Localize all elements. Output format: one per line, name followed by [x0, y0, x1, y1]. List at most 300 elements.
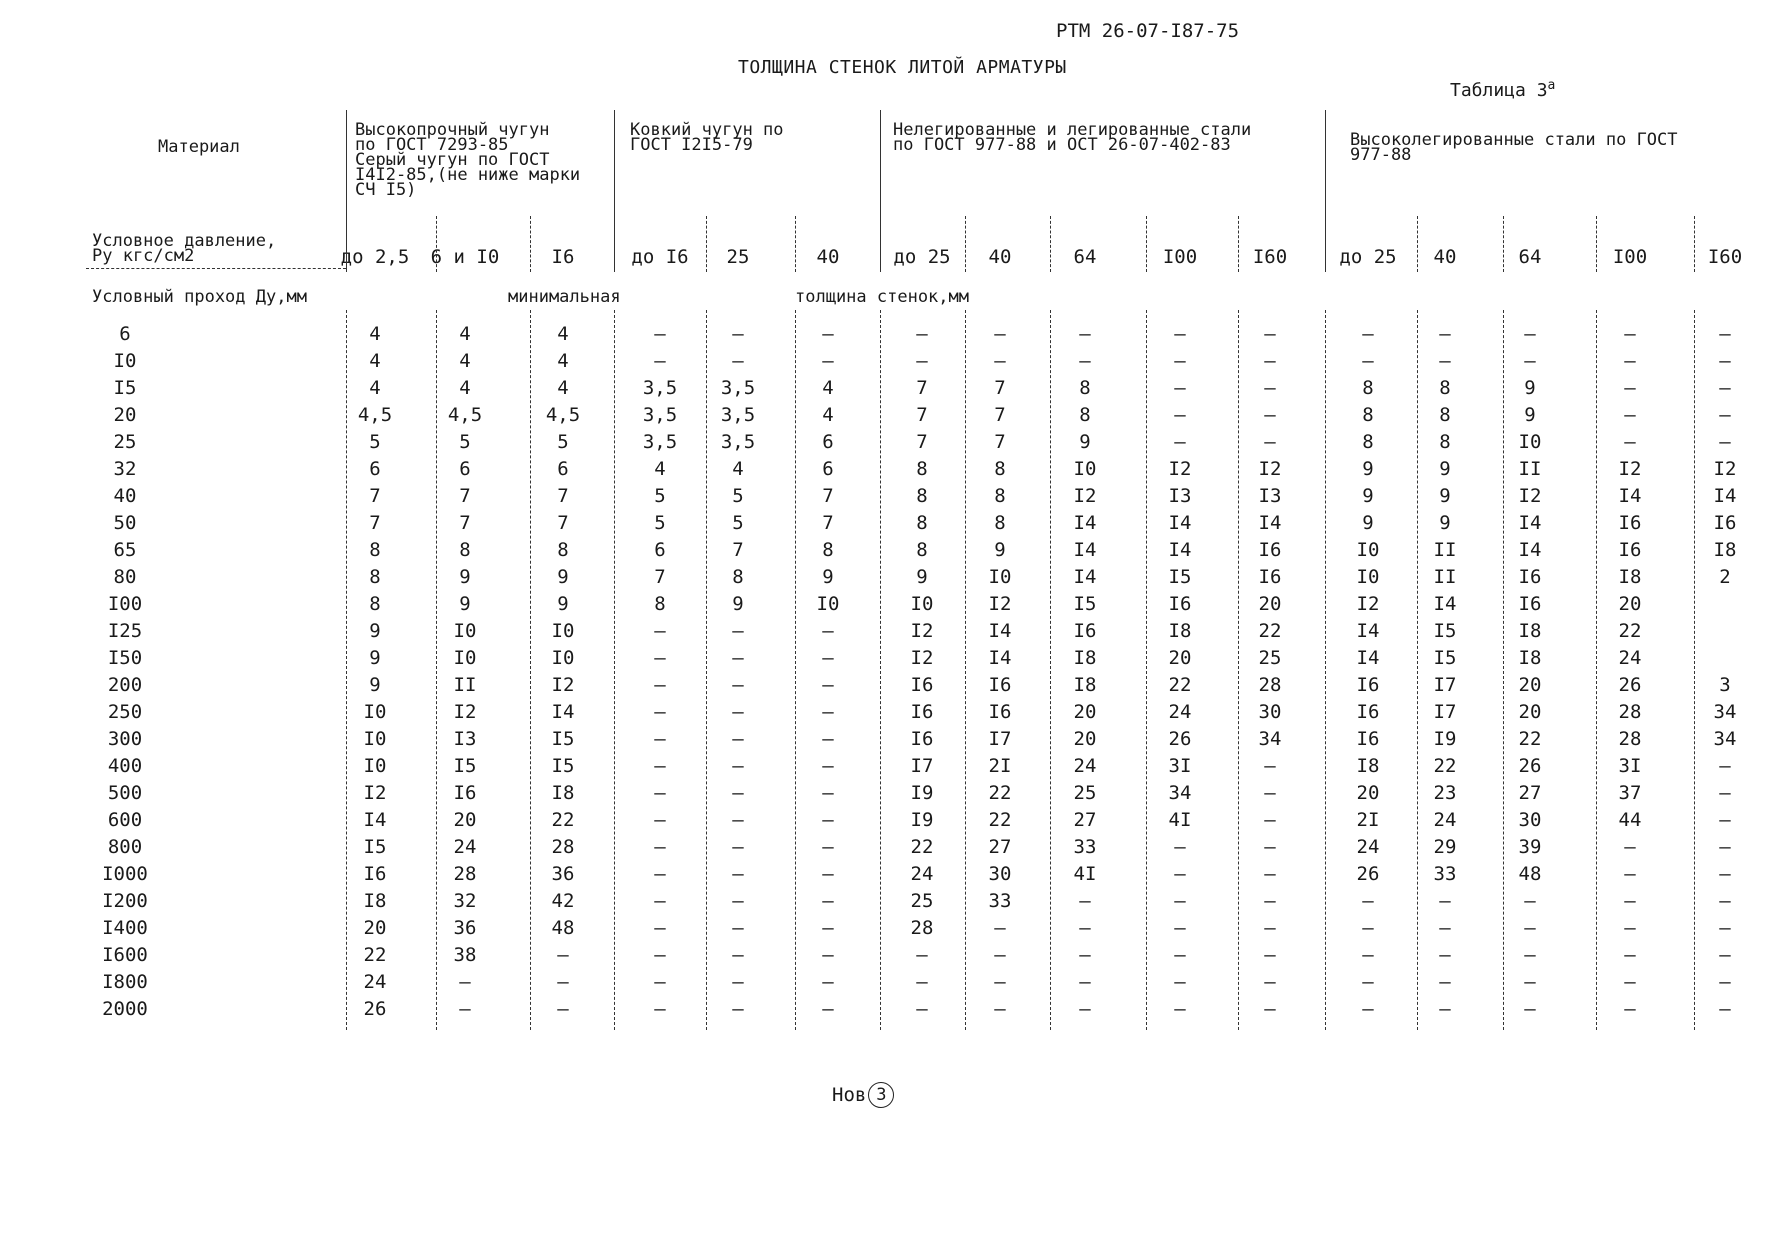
column-separator [706, 216, 707, 272]
table-cell: – [1362, 890, 1374, 912]
table-cell: I7 [988, 728, 1012, 750]
table-cell: 7 [994, 377, 1006, 399]
table-cell: – [654, 890, 666, 912]
table-cell: I7 [910, 755, 934, 777]
table-cell: 26 [1618, 674, 1642, 696]
pressure-header: 64 [1073, 246, 1097, 268]
table-cell: 22 [1168, 674, 1192, 696]
table-cell: – [1524, 998, 1536, 1020]
table-cell: 8 [369, 566, 381, 588]
table-cell: 26 [1168, 728, 1192, 750]
table-row-label: 40 [113, 485, 137, 507]
table-cell: 27 [1073, 809, 1097, 831]
table-cell: – [1079, 323, 1091, 345]
table-cell: 8 [732, 566, 744, 588]
table-cell: 7 [369, 512, 381, 534]
table-cell: – [1719, 782, 1731, 804]
table-cell: – [822, 809, 834, 831]
table-cell: – [994, 971, 1006, 993]
table-row-label: 32 [113, 458, 137, 480]
table-cell: 2 [1719, 566, 1731, 588]
table-cell: 34 [1713, 728, 1737, 750]
table-cell: – [1719, 377, 1731, 399]
table-cell: 5 [459, 431, 471, 453]
table-cell: – [732, 809, 744, 831]
table-cell: – [1264, 917, 1276, 939]
table-cell: I2 [1713, 458, 1737, 480]
table-cell: – [1439, 917, 1451, 939]
table-cell: 39 [1518, 836, 1542, 858]
table-cell: 4I [1073, 863, 1097, 885]
table-cell: 8 [1079, 404, 1091, 426]
table-cell: 5 [557, 431, 569, 453]
table-cell: – [654, 620, 666, 642]
table-cell: 8 [459, 539, 471, 561]
table-cell: 5 [732, 512, 744, 534]
table-cell: – [1439, 350, 1451, 372]
table-cell: – [1439, 944, 1451, 966]
table-cell: 9 [732, 593, 744, 615]
table-cell: 6 [654, 539, 666, 561]
table-cell: 28 [1618, 728, 1642, 750]
table-cell: – [1719, 944, 1731, 966]
table-cell: 9 [1079, 431, 1091, 453]
table-cell: – [1174, 944, 1186, 966]
table-cell: 5 [654, 512, 666, 534]
revision-mark [832, 1082, 894, 1108]
table-cell: I0 [551, 620, 575, 642]
table-cell: 9 [1524, 404, 1536, 426]
table-cell: 7 [994, 404, 1006, 426]
table-cell: – [1624, 890, 1636, 912]
table-cell: – [1624, 323, 1636, 345]
table-cell: 24 [363, 971, 387, 993]
table-cell: – [1264, 782, 1276, 804]
column-separator [346, 216, 347, 272]
table-cell: 7 [916, 431, 928, 453]
table-row-label: I00 [107, 593, 143, 615]
table-cell: 8 [369, 539, 381, 561]
table-cell: 44 [1618, 809, 1642, 831]
table-cell: 9 [459, 566, 471, 588]
table-cell: – [822, 863, 834, 885]
table-cell: 20 [1356, 782, 1380, 804]
table-cell: 33 [988, 890, 1012, 912]
document-code: РТМ 26-07-I87-75 [1056, 20, 1240, 42]
table-cell: – [1264, 998, 1276, 1020]
table-cell: 8 [1079, 377, 1091, 399]
table-cell: 22 [551, 809, 575, 831]
table-cell: 4 [459, 350, 471, 372]
table-cell: – [1174, 917, 1186, 939]
table-cell: – [1362, 350, 1374, 372]
table-cell: 9 [557, 566, 569, 588]
table-cell: 8 [369, 593, 381, 615]
table-cell: I8 [1713, 539, 1737, 561]
table-cell: I5 [1433, 620, 1457, 642]
table-cell: – [1624, 836, 1636, 858]
table-cell: 20 [1073, 728, 1097, 750]
table-cell: 4 [654, 458, 666, 480]
table-cell: 4 [557, 377, 569, 399]
column-separator [1596, 216, 1597, 272]
table-cell: – [459, 971, 471, 993]
passage-label: Условный проход Ду,мм [92, 287, 307, 307]
table-cell: 7 [654, 566, 666, 588]
table-cell: 36 [453, 917, 477, 939]
table-cell: – [1264, 431, 1276, 453]
table-cell: – [1079, 944, 1091, 966]
table-cell: I4 [1518, 512, 1542, 534]
table-cell: I7 [1433, 674, 1457, 696]
table-cell: 8 [994, 512, 1006, 534]
table-cell: 4 [822, 377, 834, 399]
table-cell: – [994, 917, 1006, 939]
material-group: Ковкий чугун по ГОСТ I2I5-79 [630, 120, 784, 155]
table-cell: – [654, 998, 666, 1020]
table-cell: 20 [363, 917, 387, 939]
column-separator [880, 216, 881, 272]
table-cell: 26 [1518, 755, 1542, 777]
column-separator [880, 310, 881, 1030]
material-group: Нелегированные и легированные стали по ГОСТ 977-88 и ОСТ 26-07-402-83 [893, 120, 1252, 155]
table-cell: – [1174, 431, 1186, 453]
pressure-header: до 25 [1339, 246, 1397, 268]
table-cell: – [1174, 404, 1186, 426]
table-cell: – [1439, 971, 1451, 993]
table-cell: – [916, 944, 928, 966]
table-cell: I4 [1356, 647, 1380, 669]
table-cell: 8 [1439, 404, 1451, 426]
table-cell: 27 [988, 836, 1012, 858]
table-cell: – [1264, 971, 1276, 993]
revision-number-circle: 3 [868, 1082, 894, 1108]
table-cell: – [1264, 863, 1276, 885]
table-cell: – [1624, 944, 1636, 966]
table-cell: – [557, 998, 569, 1020]
table-cell: – [1439, 998, 1451, 1020]
table-cell: 3,5 [642, 377, 678, 399]
min-label: минимальная [508, 287, 621, 307]
table-cell: 20 [1518, 674, 1542, 696]
table-cell: 9 [1439, 512, 1451, 534]
table-cell: – [1264, 944, 1276, 966]
table-cell: I3 [1168, 485, 1192, 507]
table-cell: 20 [1618, 593, 1642, 615]
table-row-label: I25 [107, 620, 143, 642]
table-cell: 4,5 [357, 404, 393, 426]
table-cell: 23 [1433, 782, 1457, 804]
table-cell: 9 [1439, 485, 1451, 507]
column-separator [1146, 216, 1147, 272]
pressure-header: I00 [1612, 246, 1648, 268]
table-row-label: 6 [119, 323, 131, 345]
table-cell: – [1719, 890, 1731, 912]
table-cell: I2 [1258, 458, 1282, 480]
table-cell: 30 [1518, 809, 1542, 831]
table-cell: I0 [1518, 431, 1542, 453]
table-cell: 7 [916, 377, 928, 399]
table-row-label: I800 [102, 971, 148, 993]
table-cell: – [557, 944, 569, 966]
table-cell: – [1362, 944, 1374, 966]
table-cell: 27 [1518, 782, 1542, 804]
table-cell: I0 [1356, 539, 1380, 561]
table-cell: I6 [988, 674, 1012, 696]
table-cell: I6 [1713, 512, 1737, 534]
table-row-label: I50 [107, 647, 143, 669]
table-cell: – [732, 350, 744, 372]
table-cell: – [732, 701, 744, 723]
table-cell: – [1174, 377, 1186, 399]
table-cell: 25 [1073, 782, 1097, 804]
table-cell: – [1719, 971, 1731, 993]
table-cell: 4I [1168, 809, 1192, 831]
table-cell: I0 [363, 728, 387, 750]
table-cell: 8 [1439, 377, 1451, 399]
table-cell: II [453, 674, 477, 696]
table-cell: I0 [816, 593, 840, 615]
pressure-header: 6 и I0 [430, 246, 500, 268]
table-cell: 7 [557, 485, 569, 507]
table-cell: 7 [822, 512, 834, 534]
table-cell: 5 [732, 485, 744, 507]
table-cell: – [1719, 431, 1731, 453]
table-cell: I4 [1073, 512, 1097, 534]
table-cell: 8 [557, 539, 569, 561]
table-cell: 7 [822, 485, 834, 507]
table-cell: – [732, 890, 744, 912]
table-cell: – [1264, 755, 1276, 777]
table-cell: I5 [551, 755, 575, 777]
table-cell: I8 [1073, 674, 1097, 696]
column-separator [1238, 216, 1239, 272]
table-cell: 8 [822, 539, 834, 561]
table-cell: – [1174, 350, 1186, 372]
table-cell: 9 [1362, 485, 1374, 507]
table-cell: I8 [1168, 620, 1192, 642]
table-cell: I5 [551, 728, 575, 750]
table-cell: – [732, 944, 744, 966]
table-cell: – [1719, 917, 1731, 939]
table-cell: I2 [363, 782, 387, 804]
table-cell: 4 [459, 377, 471, 399]
table-cell: 3I [1618, 755, 1642, 777]
column-separator [436, 216, 437, 272]
table-cell: – [1719, 836, 1731, 858]
table-cell: – [654, 782, 666, 804]
table-cell: – [654, 863, 666, 885]
table-cell: 22 [1618, 620, 1642, 642]
table-cell: 5 [369, 431, 381, 453]
table-cell: 7 [459, 485, 471, 507]
column-separator [1417, 216, 1418, 272]
table-cell: – [654, 323, 666, 345]
table-cell: – [994, 998, 1006, 1020]
table-cell: I9 [910, 809, 934, 831]
pressure-header: до I6 [631, 246, 689, 268]
table-cell: I2 [1356, 593, 1380, 615]
table-cell: 3,5 [720, 404, 756, 426]
table-cell: – [1079, 890, 1091, 912]
table-cell: – [654, 755, 666, 777]
pressure-header: 40 [816, 246, 840, 268]
table-cell: 9 [1362, 458, 1374, 480]
table-cell: 33 [1073, 836, 1097, 858]
table-cell: 8 [916, 539, 928, 561]
table-cell: I4 [1618, 485, 1642, 507]
table-cell: 25 [910, 890, 934, 912]
table-cell: – [1174, 971, 1186, 993]
table-cell: I6 [910, 728, 934, 750]
table-cell: – [1264, 350, 1276, 372]
table-cell: 28 [910, 917, 934, 939]
table-cell: 20 [453, 809, 477, 831]
column-separator [614, 216, 615, 272]
table-cell: 9 [557, 593, 569, 615]
table-cell: – [822, 323, 834, 345]
table-cell: I6 [1518, 566, 1542, 588]
table-cell: – [732, 647, 744, 669]
table-cell: I6 [1258, 539, 1282, 561]
table-cell: – [822, 728, 834, 750]
table-cell: 30 [1258, 701, 1282, 723]
table-cell: 8 [916, 512, 928, 534]
table-cell: 8 [654, 593, 666, 615]
table-cell: 9 [369, 674, 381, 696]
table-cell: – [994, 350, 1006, 372]
table-cell: 24 [453, 836, 477, 858]
table-cell: – [916, 998, 928, 1020]
table-cell: – [1524, 350, 1536, 372]
table-cell: – [1624, 971, 1636, 993]
table-cell: I4 [1168, 539, 1192, 561]
table-cell: – [1524, 323, 1536, 345]
table-cell: – [732, 755, 744, 777]
table-cell: 4,5 [447, 404, 483, 426]
table-cell: – [654, 701, 666, 723]
table-row-label: 400 [107, 755, 143, 777]
table-cell: I7 [1433, 701, 1457, 723]
table-cell: – [822, 971, 834, 993]
table-cell: – [1174, 998, 1186, 1020]
table-cell: 22 [988, 809, 1012, 831]
table-cell: 22 [988, 782, 1012, 804]
table-cell: – [1624, 917, 1636, 939]
table-cell: 4 [732, 458, 744, 480]
table-cell: – [1079, 350, 1091, 372]
table-cell: – [1719, 863, 1731, 885]
table-cell: I8 [1618, 566, 1642, 588]
table-cell: I4 [1356, 620, 1380, 642]
table-cell: 25 [1258, 647, 1282, 669]
table-cell: 24 [1168, 701, 1192, 723]
table-cell: II [1518, 458, 1542, 480]
table-cell: 7 [557, 512, 569, 534]
table-cell: – [822, 944, 834, 966]
table-cell: I2 [1168, 458, 1192, 480]
table-cell: 4 [557, 323, 569, 345]
table-cell: I6 [1518, 593, 1542, 615]
table-cell: 6 [822, 431, 834, 453]
table-cell: I6 [1356, 728, 1380, 750]
table-cell: I2 [910, 620, 934, 642]
table-cell: 7 [459, 512, 471, 534]
table-cell: 4 [557, 350, 569, 372]
table-cell: – [822, 620, 834, 642]
table-cell: 8 [994, 485, 1006, 507]
table-cell: 28 [453, 863, 477, 885]
table-cell: I6 [910, 674, 934, 696]
table-cell: – [1174, 323, 1186, 345]
table-cell: 22 [910, 836, 934, 858]
table-cell: 3,5 [720, 377, 756, 399]
pressure-label: Условное давление, Ру кгс/см2 [92, 231, 277, 266]
table-row-label: I0 [113, 350, 137, 372]
thickness-label: толщина стенок,мм [795, 287, 969, 307]
table-cell: 3,5 [720, 431, 756, 453]
table-cell: II [1433, 566, 1457, 588]
table-cell: – [654, 944, 666, 966]
table-cell: I9 [1433, 728, 1457, 750]
table-cell: – [1624, 350, 1636, 372]
table-cell: 8 [916, 485, 928, 507]
table-row-label: 800 [107, 836, 143, 858]
column-separator [614, 310, 615, 1030]
table-cell: – [1524, 890, 1536, 912]
table-cell: I6 [363, 863, 387, 885]
table-cell: – [1719, 323, 1731, 345]
table-cell: I3 [1258, 485, 1282, 507]
table-cell: – [1362, 971, 1374, 993]
table-cell: I0 [453, 620, 477, 642]
table-cell: 24 [910, 863, 934, 885]
table-cell: – [732, 998, 744, 1020]
pressure-header: 40 [988, 246, 1012, 268]
table-cell: 42 [551, 890, 575, 912]
pressure-header: до 25 [893, 246, 951, 268]
table-cell: – [1264, 809, 1276, 831]
table-cell: – [732, 836, 744, 858]
table-cell: I6 [1618, 512, 1642, 534]
table-cell: – [822, 674, 834, 696]
table-cell: – [654, 836, 666, 858]
table-cell: I8 [1518, 620, 1542, 642]
table-cell: I8 [1356, 755, 1380, 777]
table-cell: 9 [994, 539, 1006, 561]
table-cell: I2 [988, 593, 1012, 615]
column-separator [965, 216, 966, 272]
table-row-label: 20 [113, 404, 137, 426]
table-row-label: I400 [102, 917, 148, 939]
table-row-label: 50 [113, 512, 137, 534]
table-cell: I4 [1168, 512, 1192, 534]
table-cell: 3,5 [642, 404, 678, 426]
table-cell: – [732, 863, 744, 885]
table-cell: 22 [1518, 728, 1542, 750]
table-cell: 8 [1362, 404, 1374, 426]
table-cell: 28 [1258, 674, 1282, 696]
table-row-label: 80 [113, 566, 137, 588]
table-cell: 9 [1439, 458, 1451, 480]
table-cell: – [732, 971, 744, 993]
column-separator [1325, 216, 1326, 272]
table-cell: I0 [363, 755, 387, 777]
table-cell: I5 [1168, 566, 1192, 588]
table-cell: 38 [453, 944, 477, 966]
table-cell: – [1624, 863, 1636, 885]
table-cell: 32 [453, 890, 477, 912]
